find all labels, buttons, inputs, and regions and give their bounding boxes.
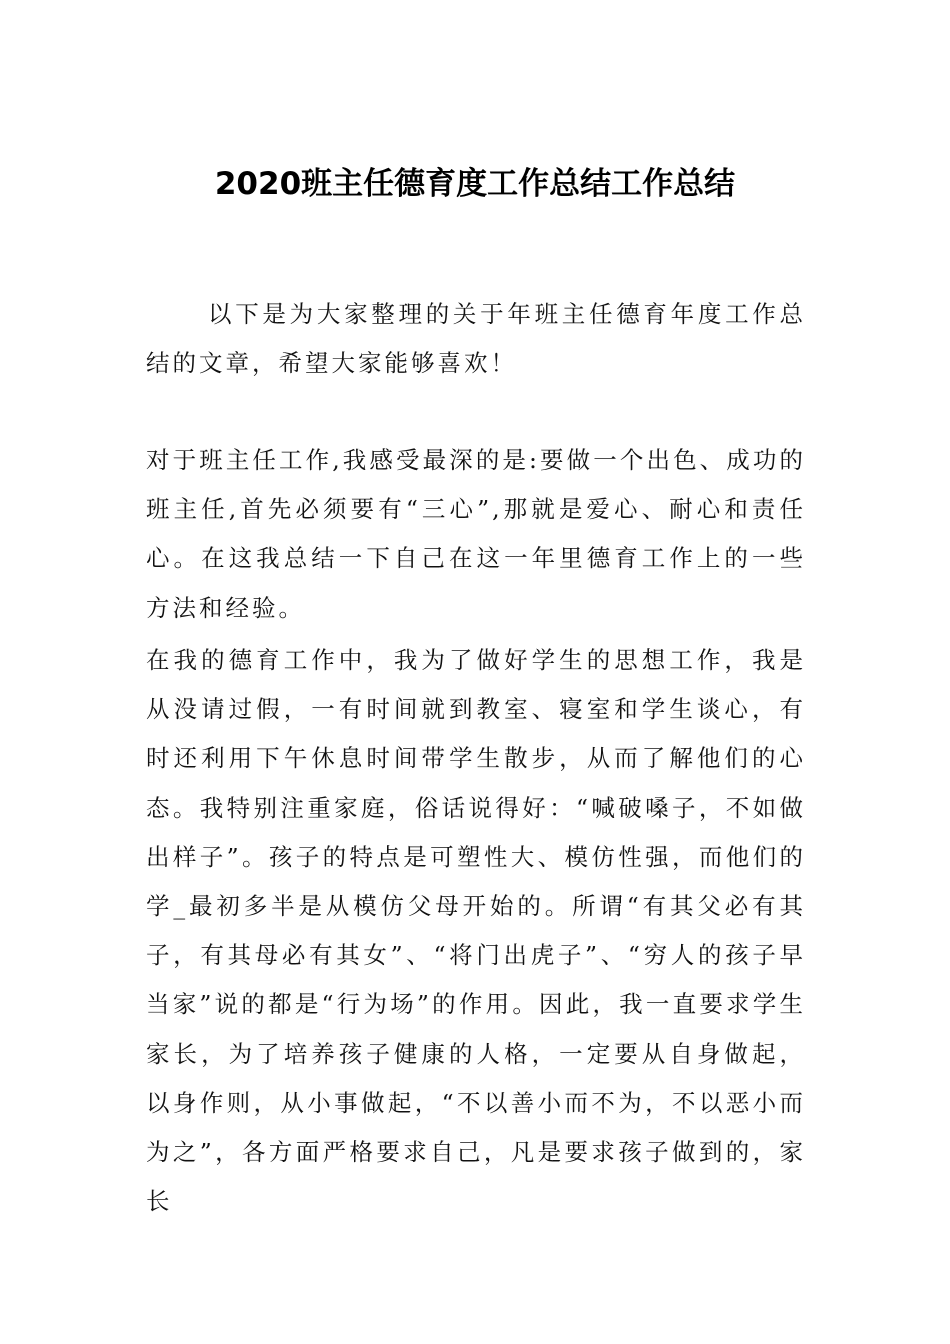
- body-paragraph-2: 在我的德育工作中，我为了做好学生的思想工作，我是从没请过假，一有时间就到教室、寝室和学生谈心，有时还利用下午休息时间带学生散步，从而了解他们的心态。我特别注重家庭，俗话说得好：“喊破嗓子，不如做出样子”。孩子的特点是可塑性大、模仿性强，而他们的学_最初多半是从模仿父母开始的。所谓“有其父必有其子，有其母必有其女”、“将门出虎子”、“穷人的孩子早当家”说的都是“行为场”的作用。因此，我一直要求学生家长，为了培养孩子健康的人格，一定要从自身做起，以身作则，从小事做起，“不以善小而不为，不以恶小而为之”，各方面严格要求自己，凡是要求孩子做到的，家长: [146, 646, 806, 1216]
- intro-paragraph: 以下是为大家整理的关于年班主任德育年度工作总结的文章，希望大家能够喜欢！: [146, 300, 806, 378]
- body-paragraph-1: 对于班主任工作,我感受最深的是:要做一个出色、成功的班主任,首先必须要有“三心”,那就是爱心、耐心和责任心。在这我总结一下自己在这一年里德育工作上的一些方法和经验。: [146, 446, 806, 622]
- document-title: 2020班主任德育度工作总结工作总结: [214, 166, 736, 202]
